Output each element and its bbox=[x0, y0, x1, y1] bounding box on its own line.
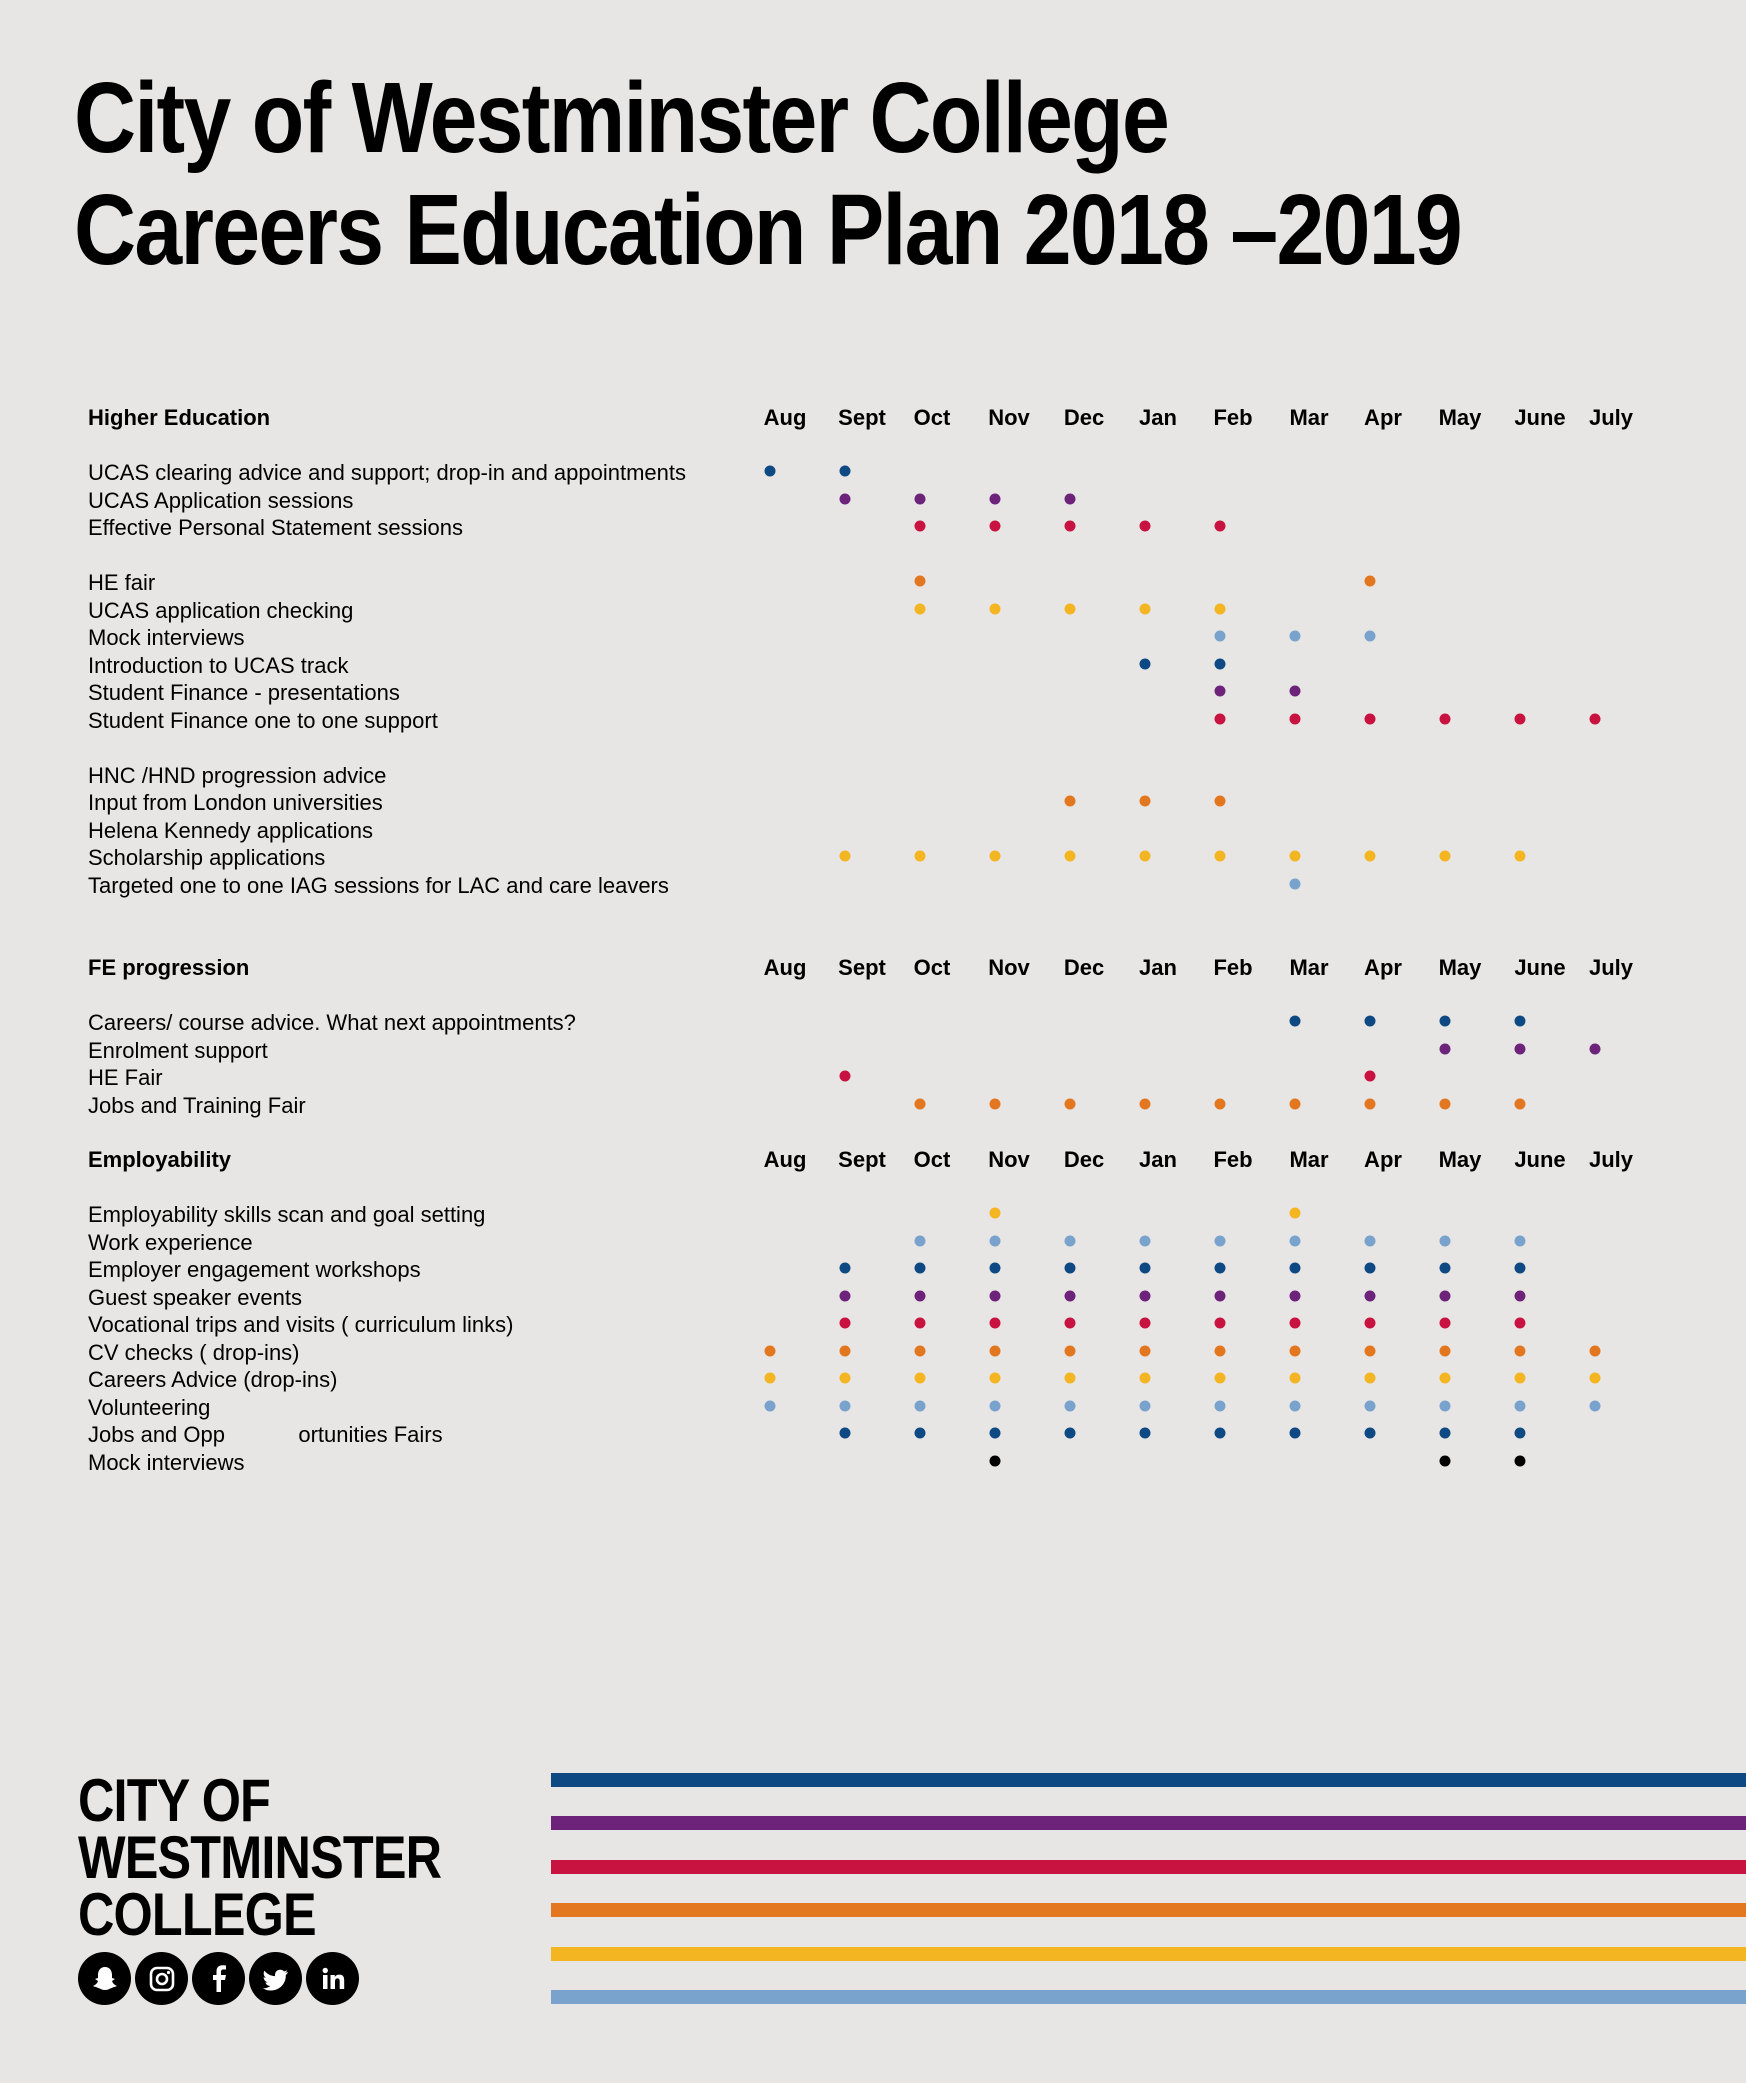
page-title-line-1: City of Westminster College bbox=[74, 62, 1169, 174]
activity-label: Careers Advice (drop-ins) bbox=[88, 1367, 338, 1392]
social-links bbox=[78, 1952, 359, 2005]
color-stripe bbox=[551, 1990, 1746, 2004]
schedule-dot bbox=[1065, 851, 1076, 862]
schedule-dot bbox=[1515, 1345, 1526, 1356]
schedule-dot bbox=[1140, 603, 1151, 614]
schedule-dot bbox=[1365, 1263, 1376, 1274]
instagram-icon[interactable] bbox=[135, 1952, 188, 2005]
month-header: Feb bbox=[1213, 1147, 1253, 1172]
activity-label: HNC /HND progression advice bbox=[88, 762, 387, 788]
activity-label: Employability skills scan and goal setting bbox=[88, 1202, 486, 1227]
schedule-dot bbox=[1365, 1071, 1376, 1082]
schedule-dot bbox=[915, 603, 926, 614]
schedule-dot bbox=[840, 493, 851, 504]
month-header: Mar bbox=[1289, 1147, 1329, 1172]
schedule-dot bbox=[1515, 713, 1526, 724]
schedule-dot bbox=[1215, 1428, 1226, 1439]
schedule-dot bbox=[840, 1263, 851, 1274]
month-header: June bbox=[1514, 405, 1566, 430]
schedule-dot bbox=[1515, 1290, 1526, 1301]
month-header: May bbox=[1438, 955, 1482, 980]
facebook-icon[interactable] bbox=[192, 1952, 245, 2005]
schedule-dot bbox=[1290, 851, 1301, 862]
month-header: Jan bbox=[1139, 405, 1177, 430]
schedule-dot bbox=[1065, 603, 1076, 614]
month-header: June bbox=[1514, 955, 1566, 980]
schedule-dot bbox=[1140, 851, 1151, 862]
schedule-dot bbox=[1515, 1428, 1526, 1439]
schedule-dot bbox=[1440, 1345, 1451, 1356]
schedule-dot bbox=[1365, 1318, 1376, 1329]
month-header: Aug bbox=[763, 1147, 807, 1172]
college-logo bbox=[78, 1767, 442, 1948]
schedule-dot bbox=[990, 521, 1001, 532]
schedule-dot bbox=[1365, 1373, 1376, 1384]
schedule-dot bbox=[1440, 1016, 1451, 1027]
activity-label: Student Finance one to one support bbox=[88, 707, 438, 733]
activity-label: Guest speaker events bbox=[88, 1284, 303, 1310]
schedule-dot bbox=[915, 576, 926, 587]
schedule-dot bbox=[1140, 1345, 1151, 1356]
schedule-dot bbox=[990, 1235, 1001, 1246]
schedule-dot bbox=[990, 1098, 1001, 1109]
schedule-dot bbox=[990, 1318, 1001, 1329]
schedule-dot bbox=[1215, 686, 1226, 697]
schedule-dot bbox=[765, 1373, 776, 1384]
month-header: May bbox=[1438, 1147, 1482, 1172]
schedule-dot bbox=[1515, 1400, 1526, 1411]
schedule-dot bbox=[1365, 576, 1376, 587]
activity-label: Mock interviews bbox=[88, 625, 245, 650]
schedule-dot bbox=[1215, 851, 1226, 862]
schedule-dot bbox=[1365, 1290, 1376, 1301]
schedule-dot bbox=[1065, 1318, 1076, 1329]
schedule-dot bbox=[840, 1428, 851, 1439]
activity-label: UCAS clearing advice and support; drop-in and appointments bbox=[88, 460, 687, 485]
schedule-dot bbox=[1440, 1263, 1451, 1274]
section-title: Employability bbox=[88, 1147, 232, 1172]
schedule-dot bbox=[840, 466, 851, 477]
schedule-dot bbox=[990, 851, 1001, 862]
schedule-dot bbox=[915, 1345, 926, 1356]
schedule-dot bbox=[1065, 493, 1076, 504]
month-header: Dec bbox=[1063, 955, 1105, 980]
schedule-dot bbox=[1215, 1318, 1226, 1329]
schedule-dot bbox=[990, 1345, 1001, 1356]
color-stripe bbox=[551, 1947, 1746, 1961]
month-header: Apr bbox=[1364, 955, 1402, 980]
schedule-dot bbox=[1440, 1098, 1451, 1109]
schedule-dot bbox=[1515, 1043, 1526, 1054]
schedule-dot bbox=[1515, 1373, 1526, 1384]
schedule-dot bbox=[1365, 1345, 1376, 1356]
schedule-dot bbox=[1365, 1400, 1376, 1411]
schedule-dot bbox=[840, 1071, 851, 1082]
month-header: Aug bbox=[763, 405, 807, 430]
logo-line: COLLEGE bbox=[78, 1881, 316, 1948]
schedule-dot bbox=[1365, 631, 1376, 642]
activity-label: Jobs and Training Fair bbox=[88, 1092, 306, 1118]
section-title: FE progression bbox=[88, 955, 250, 980]
schedule-dot bbox=[1065, 1373, 1076, 1384]
month-header: Dec bbox=[1063, 405, 1105, 430]
schedule-dot bbox=[915, 1098, 926, 1109]
activity-label: Student Finance - presentations bbox=[88, 680, 400, 705]
twitter-icon[interactable] bbox=[249, 1952, 302, 2005]
schedule-dot bbox=[1440, 1373, 1451, 1384]
schedule-dot bbox=[1290, 1263, 1301, 1274]
logo-line: WESTMINSTER bbox=[78, 1824, 442, 1891]
schedule-dot bbox=[840, 1400, 851, 1411]
linkedin-icon[interactable] bbox=[306, 1952, 359, 2005]
schedule-dot bbox=[1140, 1098, 1151, 1109]
schedule-dot bbox=[990, 1400, 1001, 1411]
month-header: Nov bbox=[988, 1147, 1030, 1172]
section-title: Higher Education bbox=[88, 405, 271, 430]
activity-label: HE fair bbox=[88, 570, 156, 595]
month-header: Jan bbox=[1139, 955, 1177, 980]
schedule-dot bbox=[1290, 1373, 1301, 1384]
schedule-dot bbox=[840, 1290, 851, 1301]
schedule-dot bbox=[765, 466, 776, 477]
activity-label: Effective Personal Statement sessions bbox=[88, 515, 464, 540]
month-header: July bbox=[1588, 405, 1634, 430]
schedule-dot bbox=[1140, 1318, 1151, 1329]
schedule-dot bbox=[1515, 1235, 1526, 1246]
schedule-dot bbox=[990, 1428, 1001, 1439]
schedule-dot bbox=[915, 493, 926, 504]
schedule-dot bbox=[1215, 631, 1226, 642]
schedule-dot bbox=[1515, 1098, 1526, 1109]
schedule-dot bbox=[1065, 1263, 1076, 1274]
activity-label: Mock interviews bbox=[88, 1449, 245, 1475]
schedule-dot bbox=[1215, 1400, 1226, 1411]
month-header: July bbox=[1588, 955, 1634, 980]
schedule-dot bbox=[1515, 1318, 1526, 1329]
schedule-dot bbox=[1215, 1290, 1226, 1301]
activity-label: Targeted one to one IAG sessions for LAC and care leavers bbox=[88, 872, 669, 898]
schedule-dot bbox=[1215, 713, 1226, 724]
schedule-dot bbox=[1290, 1016, 1301, 1027]
page-title-line-2: Careers Education Plan 2018 –2019 bbox=[74, 174, 1461, 286]
schedule-dot bbox=[915, 1428, 926, 1439]
activity-label: Careers/ course advice. What next appointments? bbox=[88, 1010, 576, 1035]
schedule-dot bbox=[1140, 1235, 1151, 1246]
schedule-dot bbox=[765, 1400, 776, 1411]
schedule-dot bbox=[1290, 1290, 1301, 1301]
schedule-dot bbox=[1290, 1208, 1301, 1219]
activity-label: Volunteering bbox=[88, 1394, 211, 1420]
schedule-dot bbox=[1365, 713, 1376, 724]
activity-label: UCAS application checking bbox=[88, 597, 354, 623]
schedule-dot bbox=[915, 851, 926, 862]
schedule-dot bbox=[1065, 796, 1076, 807]
schedule-dot bbox=[1065, 1428, 1076, 1439]
schedule-dot bbox=[1065, 1400, 1076, 1411]
activity-label: Helena Kennedy applications bbox=[88, 817, 373, 843]
schedule-dot bbox=[1365, 1235, 1376, 1246]
schedule-dot bbox=[840, 1318, 851, 1329]
month-header: Sept bbox=[838, 1147, 886, 1172]
schedule-dot bbox=[1140, 1428, 1151, 1439]
schedule-dot bbox=[1365, 1098, 1376, 1109]
schedule-dot bbox=[1515, 1016, 1526, 1027]
schedule-dot bbox=[1290, 686, 1301, 697]
schedule-dot bbox=[840, 1345, 851, 1356]
schedule-dot bbox=[1365, 851, 1376, 862]
color-stripe bbox=[551, 1773, 1746, 1787]
schedule-dot bbox=[915, 1263, 926, 1274]
schedule-dot bbox=[1590, 1373, 1601, 1384]
month-header: Dec bbox=[1063, 1147, 1105, 1172]
month-header: June bbox=[1514, 1147, 1566, 1172]
logo-line: CITY OF bbox=[78, 1767, 271, 1834]
month-header: Apr bbox=[1364, 1147, 1402, 1172]
month-header: Nov bbox=[988, 405, 1030, 430]
month-header: Jan bbox=[1139, 1147, 1177, 1172]
schedule-dot bbox=[1440, 851, 1451, 862]
schedule-dot bbox=[1590, 713, 1601, 724]
schedule-dot bbox=[1065, 1345, 1076, 1356]
schedule-dot bbox=[990, 603, 1001, 614]
month-header: Apr bbox=[1364, 405, 1402, 430]
activity-label: Scholarship applications bbox=[88, 845, 326, 870]
schedule-dot bbox=[915, 1235, 926, 1246]
month-header: Mar bbox=[1289, 405, 1329, 430]
schedule-dot bbox=[1140, 1290, 1151, 1301]
schedule-dot bbox=[1440, 1043, 1451, 1054]
schedule-dot bbox=[1215, 1263, 1226, 1274]
schedule-dot bbox=[1215, 603, 1226, 614]
month-header: Sept bbox=[838, 405, 886, 430]
schedule-dot bbox=[1440, 1400, 1451, 1411]
color-stripe bbox=[551, 1860, 1746, 1874]
activity-label: CV checks ( drop-ins) bbox=[88, 1339, 300, 1365]
schedule-dot bbox=[915, 1373, 926, 1384]
schedule-dot bbox=[1515, 1263, 1526, 1274]
schedule-dot bbox=[1140, 1373, 1151, 1384]
month-header: Mar bbox=[1289, 955, 1329, 980]
activity-label: Introduction to UCAS track bbox=[88, 652, 349, 678]
schedule-dot bbox=[1290, 713, 1301, 724]
month-header: Feb bbox=[1213, 955, 1253, 980]
schedule-dot bbox=[1065, 1235, 1076, 1246]
schedule-dot bbox=[1215, 521, 1226, 532]
schedule-dot bbox=[1590, 1043, 1601, 1054]
schedule-dot bbox=[1590, 1400, 1601, 1411]
schedule-dot bbox=[1290, 1235, 1301, 1246]
schedule-dot bbox=[1290, 878, 1301, 889]
month-header: Aug bbox=[763, 955, 807, 980]
schedule-dot bbox=[990, 1290, 1001, 1301]
schedule-dot bbox=[1140, 1400, 1151, 1411]
schedule-dot bbox=[1515, 851, 1526, 862]
schedule-dot bbox=[1365, 1016, 1376, 1027]
schedule-dot bbox=[1440, 1455, 1451, 1466]
schedule-dot bbox=[1290, 1428, 1301, 1439]
schedule-dot bbox=[1215, 658, 1226, 669]
schedule-dot bbox=[1590, 1345, 1601, 1356]
color-stripe bbox=[551, 1903, 1746, 1917]
schedule-dot bbox=[1215, 1345, 1226, 1356]
schedule-dot bbox=[1290, 1098, 1301, 1109]
activity-label: Work experience bbox=[88, 1229, 253, 1255]
schedule-dot bbox=[1290, 1345, 1301, 1356]
activity-label: Enrolment support bbox=[88, 1037, 268, 1063]
snapchat-icon[interactable] bbox=[78, 1952, 131, 2005]
schedule-dot bbox=[1290, 1400, 1301, 1411]
schedule-dot bbox=[1365, 1428, 1376, 1439]
schedule-dot bbox=[1515, 1455, 1526, 1466]
month-header: Oct bbox=[913, 405, 951, 430]
activity-label: UCAS Application sessions bbox=[88, 487, 354, 513]
schedule-dot bbox=[1065, 521, 1076, 532]
schedule-dot bbox=[1440, 713, 1451, 724]
schedule-dot bbox=[1215, 1373, 1226, 1384]
schedule-dot bbox=[840, 851, 851, 862]
schedule-dot bbox=[915, 1400, 926, 1411]
month-header: Feb bbox=[1213, 405, 1253, 430]
schedule-dot bbox=[915, 1318, 926, 1329]
schedule-dot bbox=[1290, 1318, 1301, 1329]
schedule-dot bbox=[1140, 521, 1151, 532]
month-header: Sept bbox=[838, 955, 886, 980]
schedule-dot bbox=[1440, 1290, 1451, 1301]
schedule-dot bbox=[1440, 1235, 1451, 1246]
month-header: Oct bbox=[913, 955, 951, 980]
month-header: May bbox=[1438, 405, 1482, 430]
schedule-dot bbox=[765, 1345, 776, 1356]
schedule-dot bbox=[1440, 1428, 1451, 1439]
schedule-dot bbox=[1140, 1263, 1151, 1274]
month-header: Nov bbox=[988, 955, 1030, 980]
schedule-dot bbox=[990, 1455, 1001, 1466]
schedule-dot bbox=[1140, 796, 1151, 807]
schedule-dot bbox=[990, 493, 1001, 504]
schedule-dot bbox=[1215, 1235, 1226, 1246]
schedule-dot bbox=[1440, 1318, 1451, 1329]
schedule-dot bbox=[1065, 1290, 1076, 1301]
schedule-dot bbox=[915, 1290, 926, 1301]
schedule-dot bbox=[1215, 1098, 1226, 1109]
schedule-dot bbox=[1140, 658, 1151, 669]
schedule-dot bbox=[1215, 796, 1226, 807]
activity-label: Input from London universities bbox=[88, 790, 383, 815]
activity-label: Vocational trips and visits ( curriculum links) bbox=[88, 1312, 514, 1337]
schedule-dot bbox=[1065, 1098, 1076, 1109]
schedule-dot bbox=[915, 521, 926, 532]
schedule-dot bbox=[990, 1263, 1001, 1274]
activity-label: Employer engagement workshops bbox=[88, 1257, 421, 1282]
schedule-dot bbox=[990, 1208, 1001, 1219]
schedule-dot bbox=[990, 1373, 1001, 1384]
activity-label: Jobs and Opp ortunities Fairs bbox=[88, 1422, 443, 1447]
month-header: July bbox=[1588, 1147, 1634, 1172]
schedule-dot bbox=[840, 1373, 851, 1384]
schedule-dot bbox=[1290, 631, 1301, 642]
month-header: Oct bbox=[913, 1147, 951, 1172]
color-stripe bbox=[551, 1816, 1746, 1830]
activity-label: HE Fair bbox=[88, 1065, 163, 1090]
